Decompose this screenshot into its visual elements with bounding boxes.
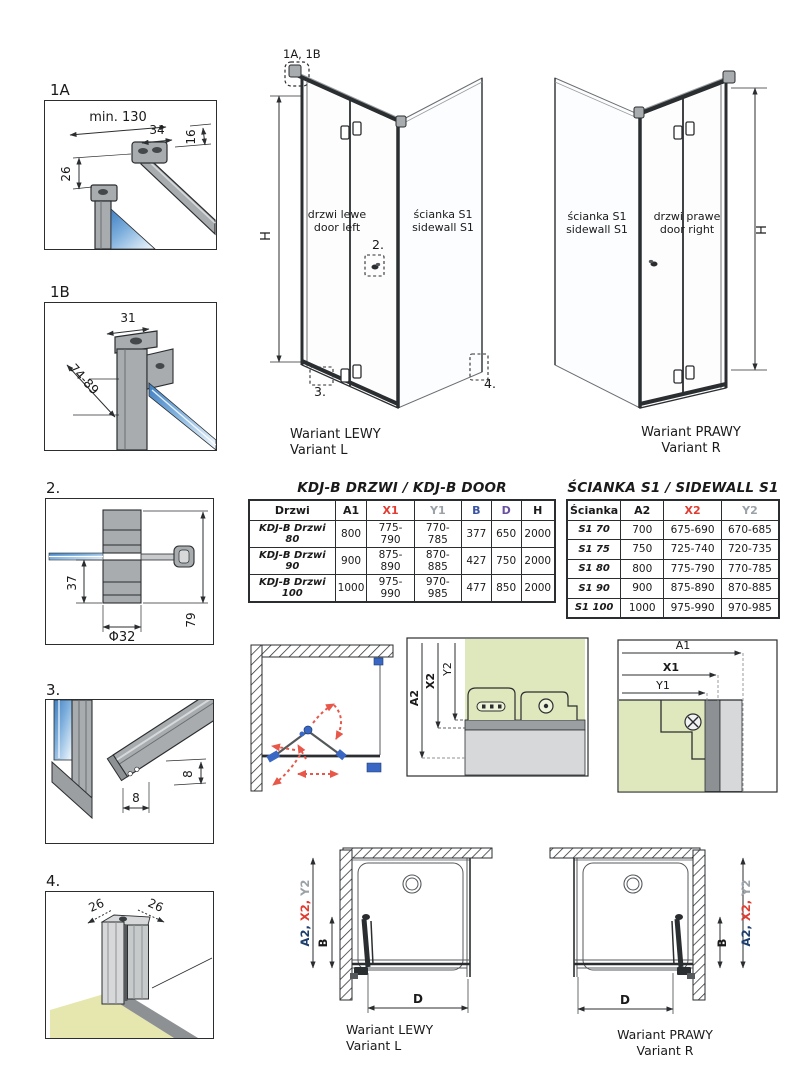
table-cell: 870-885: [414, 548, 461, 575]
table-cell: KDJ-B Drzwi 90: [249, 548, 335, 575]
plan-view-variant-right: [528, 843, 763, 1058]
corner-profile-drawing: [102, 915, 212, 1004]
fold-hinge-top: [341, 126, 349, 139]
dim-34: 34: [149, 123, 165, 137]
dim-26: 26: [59, 166, 73, 182]
col-header-y2: Y2: [721, 500, 779, 520]
detail-1a-drawing: [45, 101, 216, 249]
sidewall-table: [566, 499, 780, 619]
table-cell: 875-890: [664, 579, 722, 599]
table-cell: KDJ-B Drzwi 80: [249, 521, 335, 548]
table-row: [249, 548, 555, 575]
detail-4-box: [45, 891, 214, 1039]
detail-2-label: 2.: [46, 479, 61, 497]
caption-pl: Wariant LEWY: [346, 1022, 434, 1037]
table-cell: 775-790: [367, 521, 414, 548]
sidewall-glass: [398, 78, 482, 408]
screw-icon: [685, 714, 701, 730]
detail-3-label: 3.: [46, 681, 61, 699]
col-header-h: H: [521, 500, 555, 521]
fold-hinge-bottom: [686, 366, 694, 379]
dim-x2-part: X2,: [298, 899, 312, 922]
door-label-en: door left: [313, 221, 361, 234]
plan-view-variant-left: [298, 843, 510, 1055]
sidewall-table-header-row: [567, 500, 779, 520]
table-cell: S1 75: [567, 540, 621, 560]
table-cell: 720-735: [721, 540, 779, 560]
profile-strip-light: [720, 700, 742, 792]
hinge: [300, 732, 305, 737]
knob: [649, 260, 653, 263]
table-cell: 870-885: [721, 579, 779, 599]
caption-pl: Wariant PRAWY: [641, 425, 741, 440]
dim-b-label: B: [316, 938, 330, 948]
dim-y2-part: Y2: [298, 879, 312, 896]
col-header-x2: X2: [664, 500, 722, 520]
pivot-hardware: [687, 973, 695, 979]
glass-panel: [54, 700, 72, 760]
table-cell: 850: [491, 575, 521, 603]
table-cell: 770-785: [414, 521, 461, 548]
detail-3-drawing: [46, 700, 213, 843]
dimensions: [313, 858, 468, 1013]
sidewall-label-pl: ścianka S1: [567, 210, 627, 223]
table-cell: 970-985: [721, 598, 779, 618]
shower-tray: [358, 863, 463, 970]
dim-x2-label: X2: [424, 672, 437, 690]
table-cell: 670-685: [721, 520, 779, 540]
table-cell: 975-990: [367, 575, 414, 603]
caption-en: Variant R: [636, 1043, 694, 1058]
table-cell: S1 100: [567, 598, 621, 618]
dim-26-right: 26: [145, 895, 166, 915]
dim-y2-part: Y2: [739, 879, 753, 896]
fold-plan-drawing: [243, 643, 408, 823]
lower-band: [465, 730, 585, 775]
corner-section-drawing: [615, 638, 780, 794]
dim-79: 79: [184, 612, 198, 628]
marker-1a-1b-label: 1A, 1B: [283, 47, 321, 61]
sidewall-glass: [555, 78, 640, 408]
sidewall-table-section: [566, 480, 780, 619]
sidewall-table-title: ŚCIANKA S1 / SIDEWALL S1: [567, 480, 779, 496]
fold-hinge-bottom: [341, 369, 349, 382]
caption-en: Variant R: [661, 441, 721, 456]
table-cell: 900: [335, 548, 367, 575]
col-header-drzwi: Drzwi: [249, 500, 335, 521]
dim-a2-part: A2,: [739, 925, 753, 947]
dim-d-label: D: [620, 993, 630, 1007]
col-header-a1: A1: [335, 500, 367, 521]
sidewall-label-en: sidewall S1: [566, 223, 628, 236]
table-cell: 725-740: [664, 540, 722, 560]
marker-2-label: 2.: [372, 237, 384, 252]
corner-section-detail: [615, 638, 780, 794]
table-cell: 900: [621, 579, 664, 599]
profile-shapes: [468, 688, 577, 720]
hinge: [304, 726, 312, 734]
dim-a2x2y2-label: [298, 880, 312, 947]
door-label-en: door right: [659, 223, 715, 236]
table-cell: 875-890: [367, 548, 414, 575]
marker-4-label: 4.: [484, 376, 496, 391]
height-dimension: [270, 96, 302, 362]
dim-b-label: B: [715, 938, 729, 948]
table-cell: 750: [621, 540, 664, 560]
table-cell: 1000: [335, 575, 367, 603]
table-row: [567, 520, 779, 540]
table-cell: 750: [491, 548, 521, 575]
fold-hinge-top: [674, 126, 682, 139]
table-cell: 975-990: [664, 598, 722, 618]
profile-band: [465, 720, 585, 730]
table-cell: 775-790: [664, 559, 722, 579]
dim-y2-label: Y2: [441, 662, 454, 676]
door-label-pl: drzwi lewe: [307, 208, 367, 221]
detail-1a-box: [44, 100, 217, 250]
dim-16: 16: [184, 129, 198, 145]
table-cell: 675-690: [664, 520, 722, 540]
door-table-header-row: [249, 500, 555, 521]
door-table: [248, 499, 556, 603]
table-cell: 427: [461, 548, 491, 575]
dim-31: 31: [120, 311, 136, 325]
detail-2-drawing: [46, 499, 213, 644]
table-cell: 700: [621, 520, 664, 540]
door-rail: [574, 960, 693, 968]
isometric-variant-left: [258, 46, 506, 461]
dim-26-left: 26: [86, 895, 107, 915]
table-cell: S1 90: [567, 579, 621, 599]
detail-4-label: 4.: [46, 872, 61, 890]
detail-2-box: [45, 498, 214, 645]
dim-a2-part: A2,: [298, 925, 312, 947]
table-row: [249, 575, 555, 603]
detail-1a-label: 1A: [50, 81, 70, 99]
table-row: [567, 598, 779, 618]
wall-top: [255, 645, 393, 657]
dim-8-vertical: 8: [181, 770, 195, 778]
wall-section-drawing: [405, 636, 590, 778]
table-cell: 800: [335, 521, 367, 548]
table-cell: 2000: [521, 575, 555, 603]
dim-37: 37: [65, 575, 79, 591]
wall-top: [550, 848, 700, 858]
table-row: [567, 579, 779, 599]
caption-en: Variant L: [290, 443, 348, 458]
table-row: [249, 521, 555, 548]
col-header-scianka: Ścianka: [567, 500, 621, 520]
marker-3-label: 3.: [314, 384, 326, 399]
dim-phi32: Φ32: [108, 630, 136, 644]
sidewall-label-pl: ścianka S1: [413, 208, 473, 221]
table-cell: 2000: [521, 548, 555, 575]
wall-profile-drawing: [91, 185, 155, 249]
wall-profile-drawing: [115, 331, 216, 450]
dim-a2x2y2-label: [739, 880, 753, 947]
fold-hinge-bottom: [353, 365, 361, 378]
hinge: [362, 914, 370, 920]
dim-h-label: H: [755, 225, 770, 235]
knob: [376, 263, 380, 266]
hinge-foot: [335, 749, 346, 760]
caption-pl: Wariant PRAWY: [617, 1027, 713, 1042]
table-cell: S1 70: [567, 520, 621, 540]
door-glass: [640, 82, 726, 408]
table-cell: 1000: [621, 598, 664, 618]
drain: [627, 878, 639, 890]
caption-pl: Wariant LEWY: [290, 427, 381, 442]
dim-x1-label: X1: [662, 661, 680, 674]
table-cell: KDJ-B Drzwi 100: [249, 575, 335, 603]
table-cell: 970-985: [414, 575, 461, 603]
dim-74-89: 74-89: [66, 360, 103, 398]
threshold-bar-drawing: [107, 700, 213, 782]
col-header-d: D: [491, 500, 521, 521]
dim-8-horizontal: 8: [132, 791, 140, 805]
folded-door-open: [350, 914, 373, 979]
col-header-b: B: [461, 500, 491, 521]
detail-1b-label: 1B: [50, 283, 70, 301]
table-cell: 377: [461, 521, 491, 548]
wall-profile-drawing: [52, 700, 92, 818]
door-table-section: [248, 480, 556, 603]
door-label-pl: drzwi prawe: [653, 210, 721, 223]
wall-section-detail: [405, 636, 590, 778]
hinge: [675, 914, 683, 920]
dim-a1-label: A1: [675, 639, 691, 652]
col-header-a2: A2: [621, 500, 664, 520]
dim-y1-label: Y1: [656, 679, 670, 692]
dim-a2-label: A2: [408, 689, 421, 707]
dim-x2-part: X2,: [739, 899, 753, 922]
dimensions: [578, 858, 743, 1014]
table-cell: S1 80: [567, 559, 621, 579]
table-row: [567, 540, 779, 560]
caption-en: Variant L: [346, 1038, 402, 1053]
isometric-variant-right: [533, 48, 785, 466]
detail-1b-box: [44, 302, 217, 451]
glass-panel: [111, 209, 155, 249]
iso-left-drawing: [258, 46, 506, 461]
plan-left-drawing: [298, 843, 510, 1055]
col-header-y1: Y1: [414, 500, 461, 521]
plan-right-drawing: [528, 843, 763, 1058]
sidewall-label-en: sidewall S1: [412, 221, 474, 234]
folded-door-open: [672, 914, 695, 979]
pivot-hardware: [350, 973, 358, 979]
opening-direction-arrows: [272, 704, 341, 785]
table-cell: 477: [461, 575, 491, 603]
col-header-x1: X1: [367, 500, 414, 521]
support-bar-drawing: [132, 142, 215, 234]
table-cell: 650: [491, 521, 521, 548]
detail-4-drawing: [46, 892, 213, 1038]
dim-min-130: min. 130: [89, 110, 147, 125]
fold-hinge-top: [686, 122, 694, 135]
wall-left: [251, 645, 262, 791]
table-cell: 800: [621, 559, 664, 579]
dim-d-label: D: [413, 992, 423, 1006]
fold-open-plan: [243, 643, 408, 823]
drain: [406, 878, 418, 890]
table-row: [567, 559, 779, 579]
table-cell: 770-785: [721, 559, 779, 579]
bracket-bottom: [367, 763, 381, 772]
table-cell: 2000: [521, 521, 555, 548]
wall-top: [343, 848, 492, 858]
detail-3-box: [45, 699, 214, 844]
door-table-title: KDJ-B DRZWI / KDJ-B DOOR: [297, 480, 507, 496]
iso-right-drawing: [533, 48, 785, 466]
dim-h-label: H: [259, 231, 274, 241]
bracket-top: [374, 658, 383, 665]
detail-1b-drawing: [45, 303, 216, 450]
fold-hinge-top: [353, 122, 361, 135]
fold-hinge-bottom: [674, 370, 682, 383]
